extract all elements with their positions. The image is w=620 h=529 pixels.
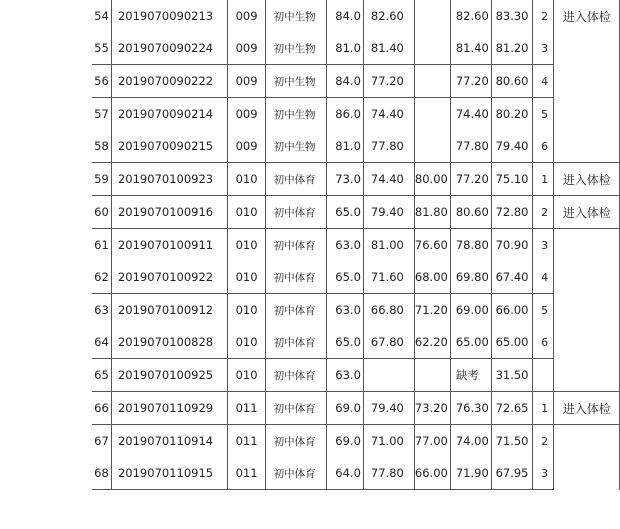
interview-score-2-cell [414,130,450,163]
position-name-cell: 初中生物 [265,98,327,131]
row-number-cell: 57 [92,98,111,131]
table-row [92,196,620,229]
total-score-cell: 79.40 [491,130,533,163]
interview-score-2-cell: 73.20 [414,392,450,425]
interview-score-1-cell: 67.80 [363,326,414,359]
written-score-cell: 73.0 [327,163,364,196]
row-number-cell: 61 [92,229,111,262]
position-name-cell: 初中生物 [265,65,327,98]
exam-id-cell: 2019070100916 [111,196,227,229]
rank-cell: 1 [533,392,554,425]
rank-cell: 3 [533,32,554,65]
interview-score-1-cell: 79.40 [363,196,414,229]
total-score-cell: 71.50 [491,425,533,458]
total-score-cell: 72.80 [491,196,533,229]
interview-score-1-cell: 81.00 [363,229,414,262]
interview-score-cell: 69.80 [450,261,491,294]
interview-score-2-cell [414,0,450,32]
rank-cell: 6 [533,130,554,163]
written-score-cell: 81.0 [327,130,364,163]
exam-id-cell: 2019070110929 [111,392,227,425]
note-cell: 进入体检 [554,392,620,425]
interview-score-2-cell: 76.60 [414,229,450,262]
row-number-cell: 65 [92,359,111,392]
position-name-cell: 初中生物 [265,32,327,65]
note-cell: 进入体检 [554,163,620,196]
note-cell: 进入体检 [554,0,620,32]
row-number-cell: 56 [92,65,111,98]
exam-id-cell: 2019070100922 [111,261,227,294]
written-score-cell: 84.0 [327,65,364,98]
interview-score-1-cell: 77.80 [363,457,414,490]
subject-code-cell: 010 [227,196,265,229]
interview-score-cell: 77.20 [450,65,491,98]
position-name-cell: 初中体育 [265,359,327,392]
subject-code-cell: 009 [227,65,265,98]
results-table [92,0,620,490]
rank-cell: 3 [533,457,554,490]
position-name-cell: 初中体育 [265,261,327,294]
note-cell [554,32,620,163]
position-name-cell: 初中体育 [265,425,327,458]
total-score-cell: 81.20 [491,32,533,65]
note-cell [554,425,620,490]
total-score-cell: 31.50 [491,359,533,392]
total-score-cell: 80.20 [491,98,533,131]
table-row [92,261,620,294]
rank-cell: 4 [533,261,554,294]
subject-code-cell: 009 [227,98,265,131]
position-name-cell: 初中体育 [265,229,327,262]
interview-score-cell: 69.00 [450,294,491,327]
position-name-cell: 初中生物 [265,0,327,32]
written-score-cell: 69.0 [327,425,364,458]
interview-score-1-cell: 71.60 [363,261,414,294]
interview-score-cell: 65.00 [450,326,491,359]
exam-id-cell: 2019070100923 [111,163,227,196]
interview-score-cell: 缺考 [450,359,491,392]
exam-id-cell: 2019070090224 [111,32,227,65]
interview-score-2-cell [414,359,450,392]
exam-id-cell: 2019070110914 [111,425,227,458]
row-number-cell: 63 [92,294,111,327]
interview-score-2-cell: 80.00 [414,163,450,196]
exam-id-cell: 2019070090215 [111,130,227,163]
rank-cell: 1 [533,163,554,196]
written-score-cell: 63.0 [327,294,364,327]
exam-id-cell: 2019070090222 [111,65,227,98]
interview-score-cell: 77.20 [450,163,491,196]
interview-score-2-cell: 71.20 [414,294,450,327]
position-name-cell: 初中体育 [265,163,327,196]
interview-score-2-cell: 77.00 [414,425,450,458]
interview-score-1-cell: 66.80 [363,294,414,327]
row-number-cell: 62 [92,261,111,294]
row-number-cell: 68 [92,457,111,490]
rank-cell: 6 [533,326,554,359]
subject-code-cell: 011 [227,425,265,458]
table-row [92,163,620,196]
interview-score-1-cell: 82.60 [363,0,414,32]
table-row [92,98,620,131]
written-score-cell: 65.0 [327,261,364,294]
position-name-cell: 初中体育 [265,294,327,327]
row-number-cell: 60 [92,196,111,229]
interview-score-cell: 74.00 [450,425,491,458]
subject-code-cell: 010 [227,359,265,392]
table-row [92,294,620,327]
interview-score-2-cell: 66.00 [414,457,450,490]
total-score-cell: 65.00 [491,326,533,359]
total-score-cell: 80.60 [491,65,533,98]
interview-score-cell: 82.60 [450,0,491,32]
subject-code-cell: 010 [227,326,265,359]
interview-score-cell: 80.60 [450,196,491,229]
subject-code-cell: 010 [227,261,265,294]
total-score-cell: 67.95 [491,457,533,490]
table-row [92,326,620,359]
exam-id-cell: 2019070100925 [111,359,227,392]
rank-cell: 2 [533,0,554,32]
table-row [92,425,620,458]
exam-id-cell: 2019070110915 [111,457,227,490]
table-row [92,359,620,392]
rank-cell: 2 [533,196,554,229]
interview-score-cell: 81.40 [450,32,491,65]
interview-score-1-cell [363,359,414,392]
interview-score-1-cell: 77.20 [363,65,414,98]
interview-score-1-cell: 74.40 [363,163,414,196]
total-score-cell: 75.10 [491,163,533,196]
rank-cell: 5 [533,294,554,327]
written-score-cell: 86.0 [327,98,364,131]
table-row [92,457,620,490]
interview-score-2-cell: 81.80 [414,196,450,229]
written-score-cell: 63.0 [327,229,364,262]
interview-score-2-cell [414,98,450,131]
table-row [92,229,620,262]
table-row [92,130,620,163]
total-score-cell: 83.30 [491,0,533,32]
exam-id-cell: 2019070100828 [111,326,227,359]
interview-score-1-cell: 79.40 [363,392,414,425]
position-name-cell: 初中体育 [265,457,327,490]
row-number-cell: 66 [92,392,111,425]
written-score-cell: 63.0 [327,359,364,392]
total-score-cell: 70.90 [491,229,533,262]
note-cell [554,359,620,392]
written-score-cell: 84.0 [327,0,364,32]
interview-score-2-cell [414,32,450,65]
interview-score-2-cell: 62.20 [414,326,450,359]
table-row [92,392,620,425]
results-table-body [92,0,620,490]
interview-score-1-cell: 81.40 [363,32,414,65]
position-name-cell: 初中体育 [265,196,327,229]
subject-code-cell: 011 [227,457,265,490]
subject-code-cell: 010 [227,294,265,327]
table-row [92,0,620,32]
subject-code-cell: 011 [227,392,265,425]
interview-score-2-cell: 68.00 [414,261,450,294]
subject-code-cell: 010 [227,163,265,196]
written-score-cell: 65.0 [327,196,364,229]
interview-score-cell: 78.80 [450,229,491,262]
row-number-cell: 64 [92,326,111,359]
subject-code-cell: 009 [227,0,265,32]
rank-cell: 3 [533,229,554,262]
row-number-cell: 55 [92,32,111,65]
exam-id-cell: 2019070100912 [111,294,227,327]
note-cell [554,229,620,359]
interview-score-cell: 76.30 [450,392,491,425]
total-score-cell: 66.00 [491,294,533,327]
exam-id-cell: 2019070090214 [111,98,227,131]
row-number-cell: 58 [92,130,111,163]
table-row [92,32,620,65]
subject-code-cell: 010 [227,229,265,262]
written-score-cell: 65.0 [327,326,364,359]
table-row [92,65,620,98]
written-score-cell: 64.0 [327,457,364,490]
exam-id-cell: 2019070090213 [111,0,227,32]
interview-score-cell: 77.80 [450,130,491,163]
interview-score-cell: 74.40 [450,98,491,131]
rank-cell: 5 [533,98,554,131]
interview-score-1-cell: 77.80 [363,130,414,163]
position-name-cell: 初中体育 [265,392,327,425]
subject-code-cell: 009 [227,130,265,163]
subject-code-cell: 009 [227,32,265,65]
row-number-cell: 67 [92,425,111,458]
written-score-cell: 81.0 [327,32,364,65]
position-name-cell: 初中体育 [265,326,327,359]
interview-score-2-cell [414,65,450,98]
row-number-cell: 59 [92,163,111,196]
total-score-cell: 72.65 [491,392,533,425]
rank-cell: 4 [533,65,554,98]
exam-id-cell: 2019070100911 [111,229,227,262]
interview-score-cell: 71.90 [450,457,491,490]
note-cell: 进入体检 [554,196,620,229]
rank-cell: 2 [533,425,554,458]
rank-cell [533,359,554,392]
interview-score-1-cell: 74.40 [363,98,414,131]
interview-score-1-cell: 71.00 [363,425,414,458]
written-score-cell: 69.0 [327,392,364,425]
position-name-cell: 初中生物 [265,130,327,163]
total-score-cell: 67.40 [491,261,533,294]
row-number-cell: 54 [92,0,111,32]
